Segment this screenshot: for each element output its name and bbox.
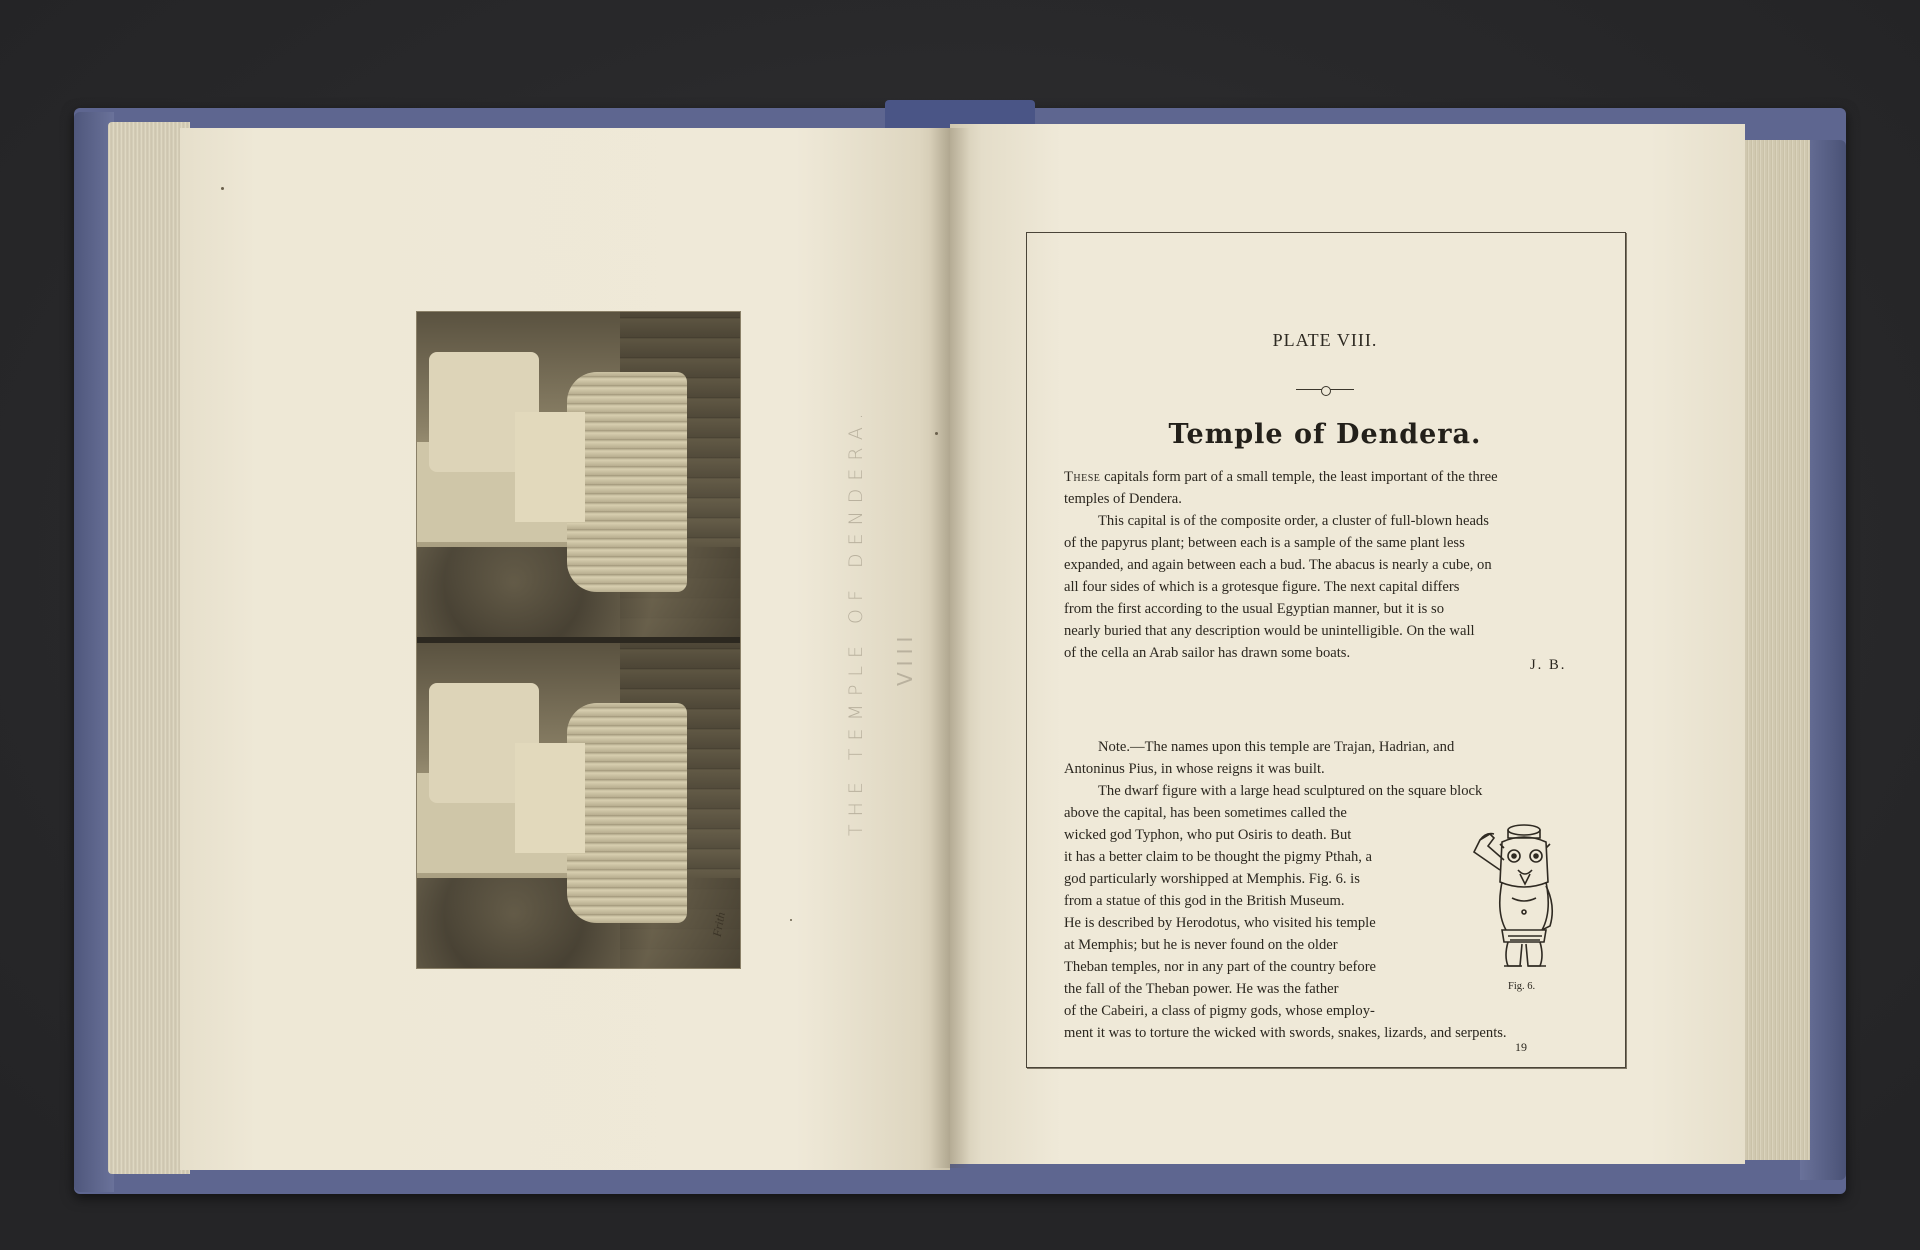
note-last-line: ment it was to torture the wicked with swords, snakes, lizards, and serpents. xyxy=(1064,1025,1507,1041)
paragraph-lead: These xyxy=(1064,469,1101,485)
figure-caption: Fig. 6. xyxy=(1508,981,1536,992)
paragraph-2-line: of the cella an Arab sailor has drawn some boats. xyxy=(1064,645,1351,661)
paragraph-1-line-1 xyxy=(1064,466,1586,488)
note-line xyxy=(1064,736,1586,758)
note-wrapped-line: from a statue of this god in the British Museum. xyxy=(1064,893,1345,909)
paragraph-2-line: from the first according to the usual Egyptian manner, but it is so xyxy=(1064,601,1444,617)
note-line: The dwarf figure with a large head sculptured on the square block xyxy=(1098,783,1483,799)
author-initials: J. B. xyxy=(1530,657,1567,673)
page-edges-left xyxy=(108,122,190,1174)
paragraph-2-line: nearly buried that any description would be unintelligible. On the wall xyxy=(1064,623,1475,639)
paragraph-2-line: expanded, and again between each a bud. The abacus is nearly a cube, on xyxy=(1064,557,1492,573)
plate-title: PLATE VIII. xyxy=(1272,330,1378,350)
page-number: 19 xyxy=(1515,1040,1527,1054)
paragraph-2-line: all four sides of which is a grotesque figure. The next capital differs xyxy=(1064,579,1460,595)
photographer-signature: Frith xyxy=(709,911,728,938)
paragraph-2-line: This capital is of the composite order, a cluster of full-blown heads xyxy=(1098,513,1489,529)
ornament-dot xyxy=(1321,386,1331,396)
note-text: —The names upon this temple are Trajan, Hadrian, and xyxy=(1130,739,1455,755)
dwarf-god-figure xyxy=(1458,812,1578,982)
paper-speck xyxy=(221,187,224,190)
note-wrapped-line: at Memphis; but he is never found on the older xyxy=(1064,937,1338,953)
note-lead: Note. xyxy=(1098,739,1131,755)
paper-speck xyxy=(790,919,792,921)
paragraph-text: capitals form part of a small temple, the least important of the three xyxy=(1104,469,1498,485)
note-wrapped-line: Theban temples, nor in any part of the country before xyxy=(1064,959,1377,975)
vertical-plate-number: VIII xyxy=(893,630,917,686)
note-wrapped-line: He is described by Herodotus, who visited his temple xyxy=(1064,915,1376,931)
note-wrapped-line: above the capital, has been sometimes called the xyxy=(1064,805,1347,821)
ornament-rule xyxy=(1296,385,1354,395)
photo-block xyxy=(515,743,585,853)
paragraph-2-line: of the papyrus plant; between each is a sample of the same plant less xyxy=(1064,535,1465,551)
paper-speck xyxy=(935,432,938,435)
stereo-photo-bottom xyxy=(417,643,740,968)
book-gutter xyxy=(930,128,970,1168)
note-wrapped-line: god particularly worshipped at Memphis. Fig. 6. is xyxy=(1064,871,1360,887)
note-wrapped-line: wicked god Typhon, who put Osiris to death. But xyxy=(1064,827,1352,843)
paragraph-1-line-2: temples of Dendera. xyxy=(1064,491,1182,507)
stereo-photo-top xyxy=(417,312,740,637)
note-line: Antoninus Pius, in whose reigns it was built. xyxy=(1064,761,1325,777)
photo-capital xyxy=(567,703,687,923)
photo-block xyxy=(515,412,585,522)
photo-capital xyxy=(567,372,687,592)
page-heading: Temple of Dendera. xyxy=(1168,419,1482,450)
page-edges-right xyxy=(1742,140,1810,1160)
note-wrapped-line: of the Cabeiri, a class of pigmy gods, whose employ- xyxy=(1064,1003,1375,1019)
note-wrapped-line: the fall of the Theban power. He was the father xyxy=(1064,981,1339,997)
stereo-photograph xyxy=(417,312,740,968)
vertical-caption: THE TEMPLE OF DENDERA. xyxy=(845,405,867,836)
note-wrapped-line: it has a better claim to be thought the pigmy Pthah, a xyxy=(1064,849,1373,865)
